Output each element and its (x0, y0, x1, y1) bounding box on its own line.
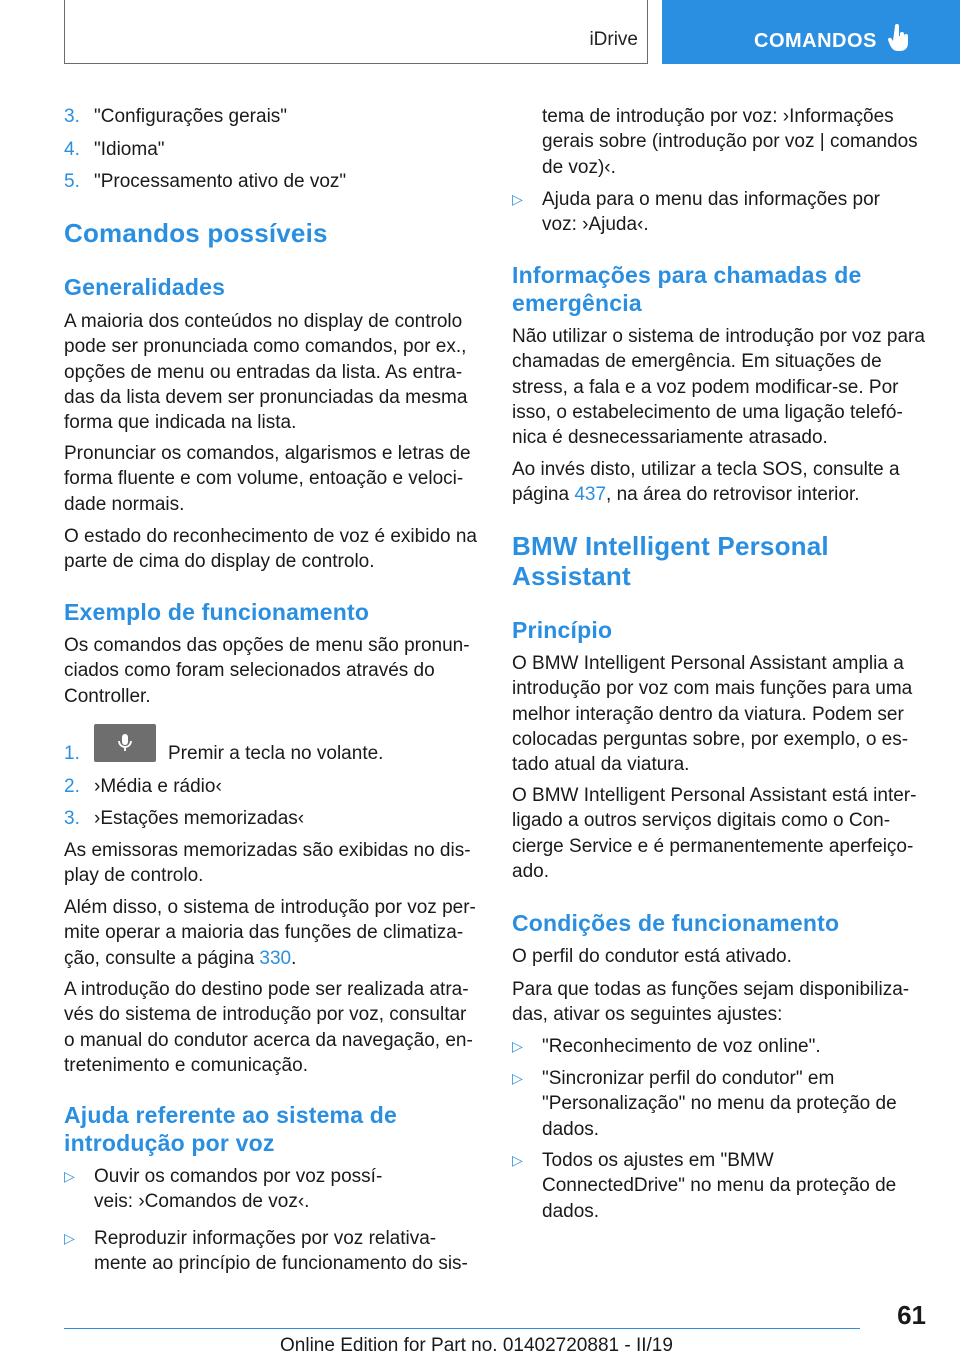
paragraph: O BMW Intelligent Personal Assistant está inter- ligado a outros serviços digitais como o Con- cierge Service e é permanentemente aperfeiço- ado. (512, 785, 917, 882)
edition-text: Online Edition for Part no. 01402720881 - II/19 (280, 1335, 673, 1356)
paragraph: A maioria dos conteúdos no display de controlo pode ser pronunciada como comandos, por ex., opções de menu ou entradas da lista. As entra- das da lista devem ser pronunciadas da mesma forma que indicada na lista. (64, 311, 468, 434)
paragraph: tema de introdução por voz: ›Informações gerais sobre (introdução por voz | comandos de voz)‹. (542, 106, 918, 178)
paragraph: Não utilizar o sistema de introdução por voz para chamadas de emergência. Em situações de stress, a fala e a voz podem modificar-se. Por isso, o estabelecimento de uma ligação telefó- nica é desnecessariamente atrasado. (512, 326, 925, 449)
page-number: 61 (897, 1300, 926, 1330)
subsection-heading: Condições de funcionamento (512, 910, 840, 936)
paragraph: Para que todas as funções sejam disponibiliza- das, ativar os seguintes ajustes: (512, 979, 910, 1026)
triangle-bullet-icon: ▷ (512, 1038, 523, 1054)
step-text: ›Estações memorizadas‹ (94, 808, 305, 829)
pointing-hand-icon (888, 24, 910, 57)
item-text: "Processamento ativo de voz" (94, 171, 347, 192)
item-text: "Idioma" (94, 139, 165, 160)
paragraph: O estado do reconhecimento de voz é exibido na parte de cima do display de controlo. (64, 526, 477, 573)
triangle-bullet-icon: ▷ (512, 1152, 523, 1168)
triangle-bullet-icon: ▷ (512, 191, 523, 207)
paragraph (64, 895, 484, 971)
paragraph-text: , na área do retrovisor interior. (606, 484, 860, 506)
section-heading: Comandos possíveis (64, 218, 328, 248)
step-number: 3. (64, 808, 80, 829)
item-text: "Configurações gerais" (94, 106, 288, 127)
bullet-text: Reproduzir informações por voz relativa- mente ao princípio de funcionamento do sis- (94, 1228, 468, 1275)
bullet-text: Ajuda para o menu das informações por voz: ›Ajuda‹. (542, 189, 880, 236)
paragraph: A introdução do destino pode ser realizada atra- vés do sistema de introdução por voz, consultar o manual do condutor acerca da navegação, en- tretenimento e comunicação. (64, 979, 473, 1076)
step-number: 2. (64, 776, 80, 797)
paragraph: O perfil do condutor está ativado. (512, 946, 792, 967)
triangle-bullet-icon: ▷ (64, 1168, 75, 1184)
paragraph-text: Ao invés disto, utilizar a tecla SOS, consulte a página (512, 459, 900, 506)
voice-button-image (94, 724, 156, 762)
item-number: 4. (64, 139, 80, 160)
bullet-text: "Sincronizar perfil do condutor" em "Personalização" no menu da proteção de dados. (542, 1068, 897, 1140)
subsection-heading: Informações para chamadas de emergência (512, 262, 862, 316)
header-bar (64, 0, 648, 64)
bullet-text: "Reconhecimento de voz online". (542, 1036, 821, 1057)
triangle-bullet-icon: ▷ (512, 1070, 523, 1086)
subsection-heading: Princípio (512, 617, 613, 643)
microphone-icon (94, 724, 156, 762)
paragraph-text: . (291, 947, 297, 969)
bullet-text: Ouvir os comandos por voz possí- veis: ›Comandos de voz‹. (94, 1166, 383, 1213)
paragraph: O BMW Intelligent Personal Assistant amplia a introdução por voz com mais funções para uma melhor interação dentro da viatura. Podem ser colocadas perguntas sobre, por exemplo, o es- tado atual da viatura. (512, 653, 913, 776)
chapter-title: COMANDOS (754, 30, 877, 52)
paragraph-text: Além disso, o sistema de introdução por voz per- mite operar a maioria das funções de climatiza- ção, consulte a página (64, 897, 476, 969)
section-heading: BMW Intelligent Personal Assistant (512, 531, 829, 591)
paragraph: Os comandos das opções de menu são pronun- ciados como foram selecionados através do Controller. (64, 635, 470, 707)
subsection-heading: Ajuda referente ao sistema de introdução por voz (64, 1102, 398, 1156)
bullet-text: Todos os ajustes em "BMW ConnectedDrive" no menu da proteção de dados. (542, 1150, 897, 1222)
paragraph: As emissoras memorizadas são exibidas no dis- play de controlo. (64, 840, 471, 887)
header-section-title: iDrive (589, 29, 638, 50)
subsection-heading: Generalidades (64, 274, 226, 300)
step-text: Premir a tecla no volante. (168, 743, 384, 764)
subsection-heading: Exemplo de funcionamento (64, 599, 370, 625)
triangle-bullet-icon: ▷ (64, 1230, 75, 1246)
step-number: 1. (64, 743, 80, 764)
item-number: 5. (64, 171, 80, 192)
step-text: ›Média e rádio‹ (94, 776, 222, 797)
item-number: 3. (64, 106, 80, 127)
paragraph: Pronunciar os comandos, algarismos e letras de forma fluente e com volume, entoação e veloci- dade normais. (64, 443, 471, 515)
paragraph (512, 457, 926, 508)
page-link[interactable]: 437 (574, 484, 607, 506)
page-link[interactable]: 330 (259, 947, 292, 969)
footer-divider (64, 1328, 860, 1329)
chapter-tab (662, 0, 960, 64)
